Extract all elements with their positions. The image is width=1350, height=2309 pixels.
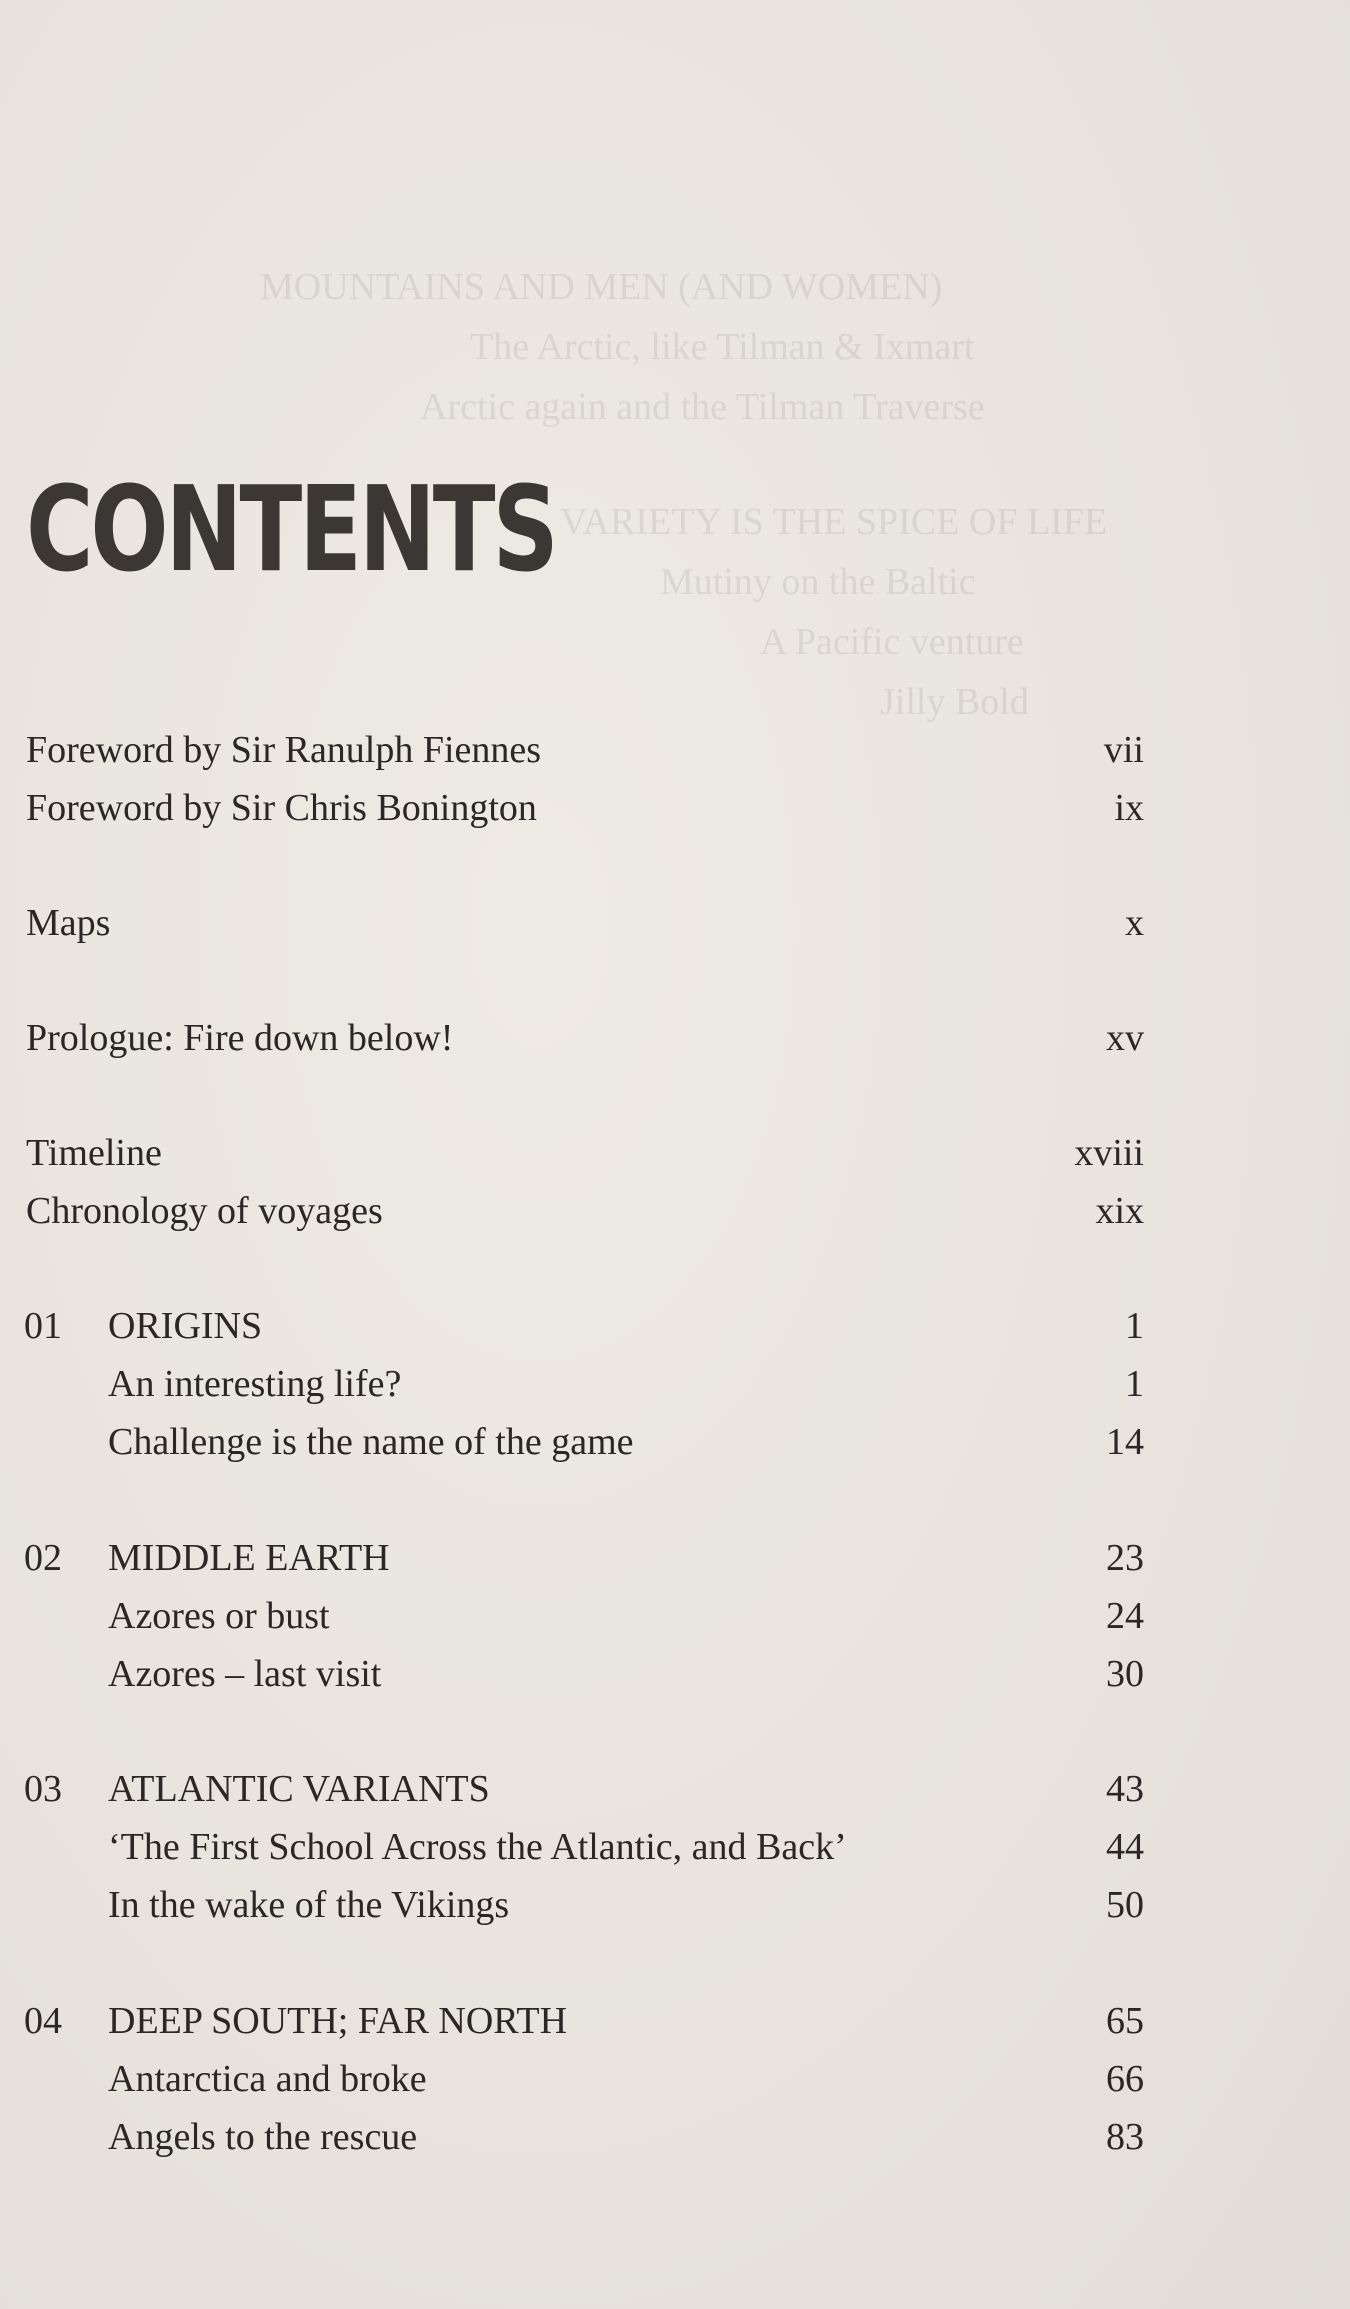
- entry-title: Angels to the rescue: [108, 2116, 418, 2158]
- entry-title: Timeline: [26, 1132, 162, 1174]
- chapter-number: 02: [24, 1537, 62, 1579]
- page-number: ix: [1114, 787, 1144, 829]
- page-number: xviii: [1074, 1132, 1144, 1174]
- entry-title: Foreword by Sir Ranulph Fiennes: [26, 729, 542, 771]
- entry-title: ‘The First School Across the Atlantic, and Back’: [108, 1826, 847, 1868]
- entry-title: ORIGINS: [108, 1305, 263, 1347]
- page-number: 65: [1106, 2000, 1144, 2042]
- toc-entry: [0, 725, 1350, 775]
- chapter-entry: [0, 1533, 1350, 1583]
- page-number: 43: [1106, 1768, 1144, 1810]
- toc-entry: [0, 1591, 1350, 1641]
- page-number: 24: [1106, 1595, 1144, 1637]
- toc-entry: [0, 1359, 1350, 1409]
- page-number: 83: [1106, 2116, 1144, 2158]
- entry-title: Foreword by Sir Chris Bonington: [26, 787, 537, 829]
- entry-title: In the wake of the Vikings: [108, 1884, 510, 1926]
- page-number: 1: [1125, 1305, 1144, 1347]
- page-number: 66: [1106, 2058, 1144, 2100]
- toc-entry: [0, 783, 1350, 833]
- toc-entry: [0, 1128, 1350, 1178]
- page-number: vii: [1103, 729, 1144, 771]
- entry-title: Maps: [26, 902, 111, 944]
- toc-entry: [0, 2054, 1350, 2104]
- page-title: CONTENTS: [26, 460, 556, 598]
- toc-entry: [0, 1417, 1350, 1467]
- book-page: MOUNTAINS AND MEN (AND WOMEN) The Arctic, like Tilman & Ixmart Arctic again and the Tilman Traverse VARIETY IS THE SPICE OF LIFE Mutiny on the Baltic A Pacific venture Jilly Bold CONTENTS Foreword by Sir Ranulph Fiennes vii Foreword by Sir Chris Bonington ix Maps x Prologue: Fire down below! xv Timeline xviii Chronology of voyages xix 01 ORIGINS 1 An interesting life? 1 Challenge is the name of the game 14 02 MIDDLE EARTH 23 Azores or bust 24 Azores – last visit 30 03 ATLANTIC VARIANTS 43 ‘The First School Across the Atlantic, and Back’ 44 In the wake of the Vikings 50 04 DEEP SOUTH; FAR NORTH 65 Antarctica and broke 66 Angels to the rescue 83: [0, 0, 1350, 2309]
- entry-title: Chronology of voyages: [26, 1190, 383, 1232]
- entry-title: An interesting life?: [108, 1363, 402, 1405]
- entry-title: Challenge is the name of the game: [108, 1421, 634, 1463]
- page-number: x: [1125, 902, 1144, 944]
- entry-title: Antarctica and broke: [108, 2058, 427, 2100]
- toc-entry: [0, 1186, 1350, 1236]
- entry-title: MIDDLE EARTH: [108, 1537, 390, 1579]
- toc-entry: [0, 898, 1350, 948]
- page-number: 23: [1106, 1537, 1144, 1579]
- page-number: 50: [1106, 1884, 1144, 1926]
- toc-entry: [0, 1822, 1350, 1872]
- toc-entry: [0, 1880, 1350, 1930]
- chapter-number: 04: [24, 2000, 62, 2042]
- entry-title: ATLANTIC VARIANTS: [108, 1768, 490, 1810]
- toc-entry: [0, 1649, 1350, 1699]
- toc-entry: [0, 1013, 1350, 1063]
- page-number: xv: [1106, 1017, 1144, 1059]
- page-number: xix: [1095, 1190, 1144, 1232]
- chapter-number: 01: [24, 1305, 62, 1347]
- page-number: 14: [1106, 1421, 1144, 1463]
- chapter-entry: [0, 1764, 1350, 1814]
- page-number: 1: [1125, 1363, 1144, 1405]
- chapter-number: 03: [24, 1768, 62, 1810]
- entry-title: Prologue: Fire down below!: [26, 1017, 454, 1059]
- toc-entry: [0, 2112, 1350, 2162]
- page-number: 44: [1106, 1826, 1144, 1868]
- entry-title: Azores or bust: [108, 1595, 330, 1637]
- chapter-entry: [0, 1301, 1350, 1351]
- page-number: 30: [1106, 1653, 1144, 1695]
- entry-title: DEEP SOUTH; FAR NORTH: [108, 2000, 568, 2042]
- chapter-entry: [0, 1996, 1350, 2046]
- entry-title: Azores – last visit: [108, 1653, 382, 1695]
